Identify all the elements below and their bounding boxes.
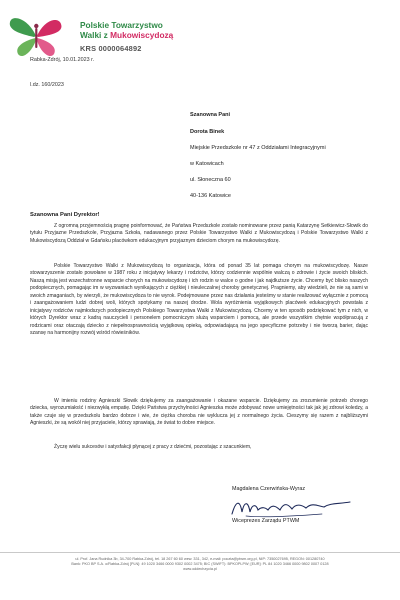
recipient-street: ul. Słoneczna 60 (190, 177, 231, 183)
organization-name (80, 20, 230, 40)
paragraph-text: W imieniu rodziny Agnieszki Słowik dziękujemy za zaangażowanie i okazane wsparcie. Dziękujemy za zrozumienie potrzeb chorego dziecka, wyrozumiałość i niezwykłą empatię. Dzięki Państwa przychylności Agnieszka może zdobywać nowe umiejętności tak jak jej zdrowi koledzy, a także czuje się w przedszkolu bardzo dobrze i wie, że ciężka choroba nie wyklucza jej z normalnego życia. Cieszymy się razem z najbliższymi Agnieszki, że są wokół niej przyjaciele, którzy sprawiają, że świat to dobre miejsce. (30, 398, 368, 427)
organization-name-prefix: Walki z (80, 30, 111, 40)
paragraph-text: Z ogromną przyjemnością pragnę poinformować, że Państwa Przedszkole zostało nominowane przez panią Katarzynę Setkiewicz-Słowik do tytułu Przyjazne Przedszkole, Przyjazna Szkoła, nadawanego przez Polskie Towarzystwo Walki z Mukowiscydozą i Polskie Towarzystwo Walki z Mukowiscydozą Oddział w Gdańsku placówkom edukacyjnym przyjaznym dzieciom chorym na mukowiscydozę. (30, 223, 368, 244)
place-and-date: Rabka-Zdrój, 10.01.2023 r. (30, 57, 95, 63)
footer-bank: Bank: PKO BP S.A. o/Rabka-Zdrój [PLN]: 49 1020 3466 0000 9302 0002 3475; BIC (SWIFT): BPKOPLPW; [EUR]: PL 84 1020 3466 0000 9802 0007 0128 (71, 562, 329, 566)
letter-paragraph (30, 223, 368, 245)
handwritten-signature (226, 494, 356, 520)
paragraph-text: Życzę wielu sukcesów i satysfakcji płynącej z pracy z dziećmi, pozostając z szacunkiem, (54, 444, 252, 450)
paragraph-text: Polskie Towarzystwo Walki z Mukowiscydozą to organizacja, która od ponad 35 lat pomaga chorym na mukowiscydozę. Nasze stowarzyszenie zostało powołane w 1987 roku z inicjatywy lekarzy i rodziców, którzy codziennie wspólnie walczą o zdrowie i życie swoich bliskich. Naszą misją jest wszechstronne wsparcie chorych na mukowiscydozę i ich rodzin w walce o godne i jak najdłuższe życie. Chcemy być blisko naszych podopiecznych, pomagając im w wyzwaniach wynikających z ciężkiej i nieuleczalnej choroby genetycznej. Pragniemy, aby wiedzieli, że nie są sami w swoich zmaganiach, by wierzyli, że mukowiscydoza to nie wyrok. Podejmowane przez nas działania jesteśmy w stanie realizować wyłącznie z pomocą i zaangażowaniem ludzi dobrej woli, których spotykamy na naszej drodze. Wola wyróżnienia wyjątkowych placówek edukacyjnych powstała z inicjatywy rodziców najmłodszych podopiecznych Polskiego Towarzystwa Walki z Mukowiscydozą. Chcemy w ten sposób podziękować tym z nich, w których Dyrektor wraz z kadrą nauczycieli i personelem pomocniczym służą wsparciem i pomocą, ale przede wszystkim chętnie współpracują z rodzicami oraz otaczają dziecko z niepełnosprawnością wyjątkową opieką, odpowiadającą na jego specyficzne potrzeby i nie tworzą barier, dając szansę na harmonijny rozwój wśród rówieśników. (30, 263, 368, 337)
footer-website: www.oddechzycia.pl (183, 567, 217, 571)
recipient-city: w Katowicach (190, 161, 224, 167)
reference-number: l.dz. 160/2023 (30, 82, 64, 88)
letter-salutation: Szanowna Pani Dyrektor! (30, 212, 100, 218)
footer-divider (0, 552, 400, 553)
recipient-institution: Miejskie Przedszkole nr 47 z Oddziałami Integracyjnymi (190, 145, 326, 151)
organization-name-line2 (80, 30, 230, 40)
recipient-salutation: Szanowna Pani (190, 112, 231, 118)
butterfly-logo-icon (6, 10, 66, 62)
recipient-postal: 40-136 Katowice (190, 193, 231, 199)
organization-name-line1: Polskie Towarzystwo (80, 20, 163, 30)
krs-number: KRS 0000064892 (80, 44, 142, 53)
recipient-name: Dorota Binek (190, 129, 225, 135)
letter-paragraph (30, 263, 368, 338)
footer-address: ul. Prof. Jana Rudnika 3b, 34-700 Rabka-Zdrój, tel. 18 267 60 60 wew. 331, 342, e-mail: poczta@ptwm.org.pl, NIP: 7350027695, REGON: 001280740 (75, 557, 325, 561)
letter-paragraph (30, 444, 368, 451)
signatory-role: Wiceprezes Zarządu PTWM (232, 518, 300, 524)
organization-name-accent: Mukowiscydozą (110, 30, 174, 40)
signatory-name: Magdalena Czerwińska-Wyraz (232, 486, 306, 492)
letter-paragraph (30, 398, 368, 428)
